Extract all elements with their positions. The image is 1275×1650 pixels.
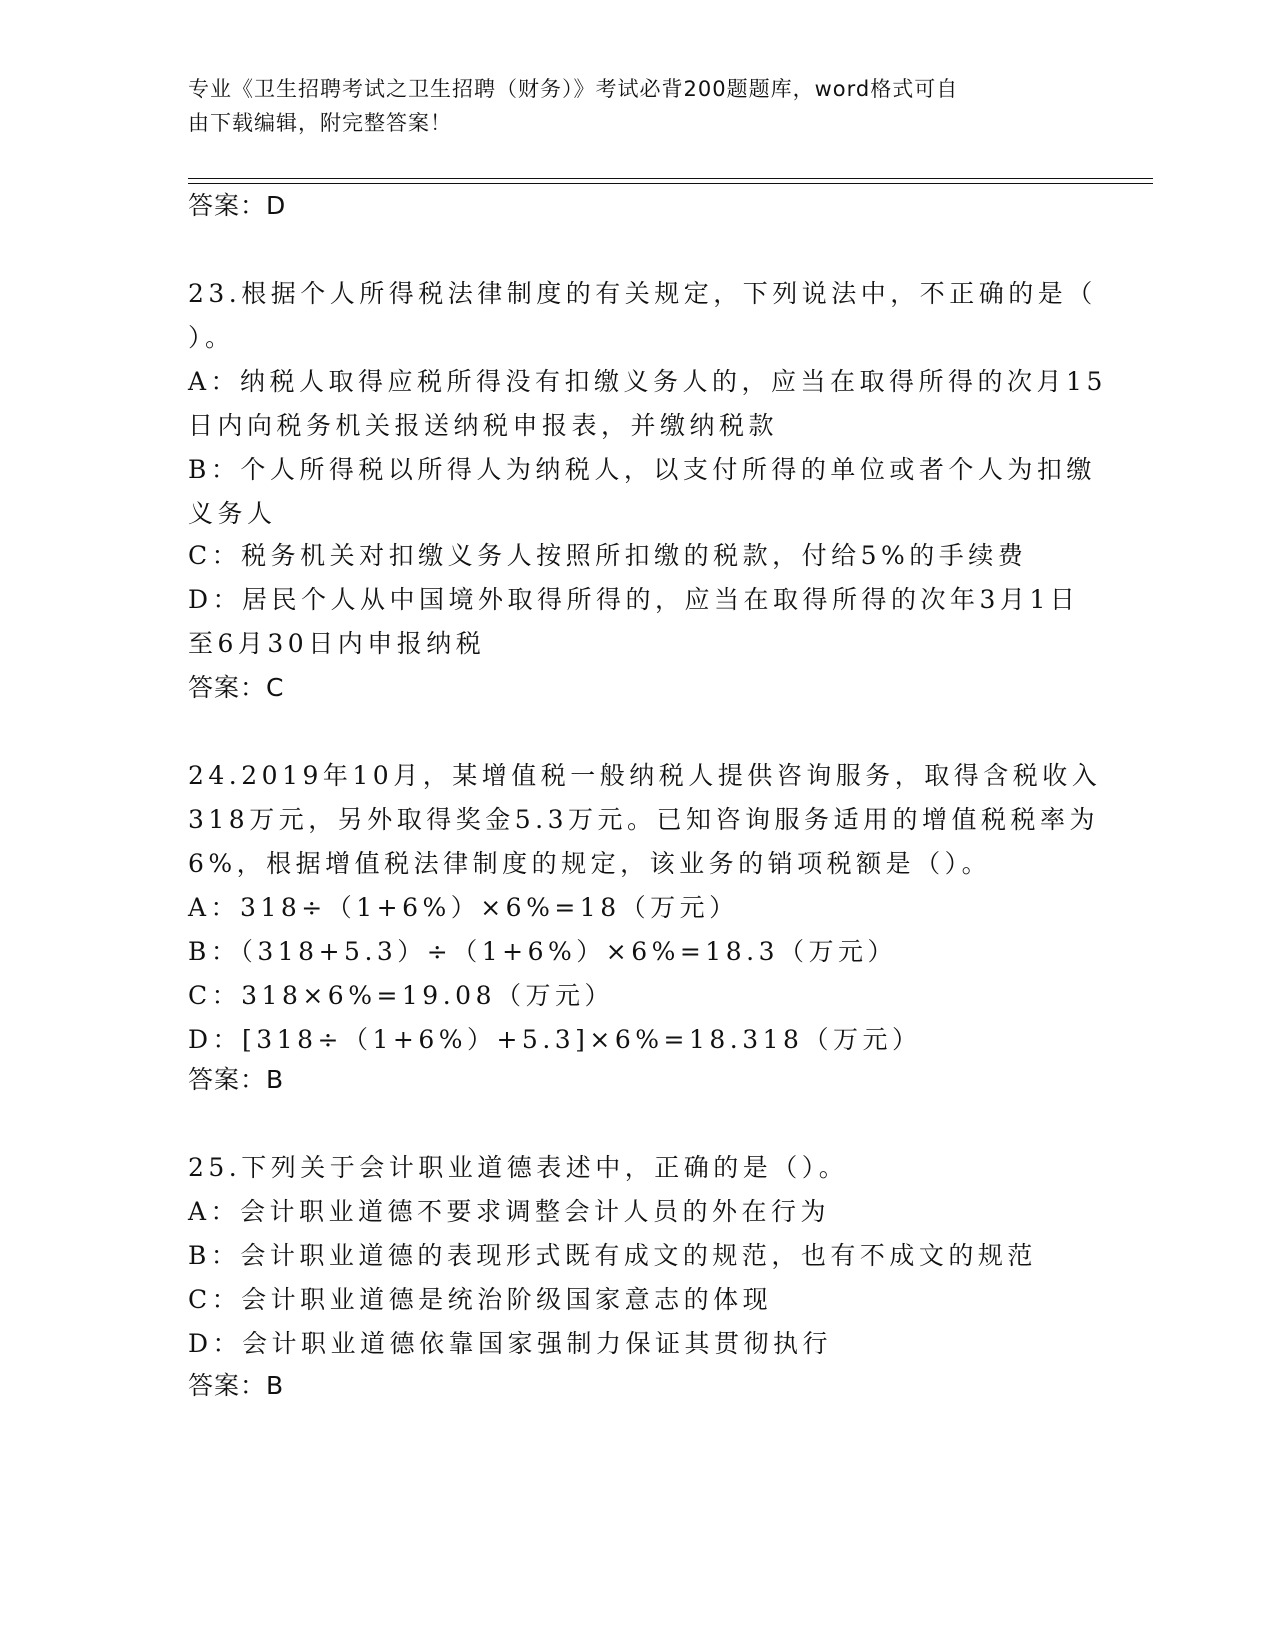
question-25-stem: 25.下列关于会计职业道德表述中，正确的是（）。 — [188, 1153, 849, 1182]
question-23-option-a: A：纳税人取得应税所得没有扣缴义务人的，应当在取得所得的次月15 — [188, 367, 1107, 396]
header-line-1: 专业《卫生招聘考试之卫生招聘（财务）》考试必背200题题库，word格式可自 — [188, 77, 959, 101]
question-23-option-b-cont: 义务人 — [188, 499, 277, 528]
question-25-option-a: A：会计职业道德不要求调整会计人员的外在行为 — [188, 1197, 831, 1226]
header-divider-top — [188, 178, 1153, 179]
question-23-option-b: B：个人所得税以所得人为纳税人，以支付所得的单位或者个人为扣缴 — [188, 455, 1096, 484]
question-25-option-d: D：会计职业道德依靠国家强制力保证其贯彻执行 — [188, 1329, 833, 1358]
question-23-option-c: C：税务机关对扣缴义务人按照所扣缴的税款，付给5%的手续费 — [188, 541, 1028, 570]
header-line-2: 由下载编辑，附完整答案！ — [188, 111, 452, 135]
question-24-stem-cont-1: 318万元，另外取得奖金5.3万元。已知咨询服务适用的增值税税率为 — [188, 805, 1099, 834]
header-divider-bottom — [188, 183, 1153, 184]
question-24-option-a: A：318÷（1+6%）×6%=18（万元） — [188, 893, 739, 922]
document-header — [188, 72, 1068, 140]
question-23-stem: 23.根据个人所得税法律制度的有关规定，下列说法中，不正确的是（ — [188, 279, 1097, 308]
question-23-option-a-cont: 日内向税务机关报送纳税申报表，并缴纳税款 — [188, 411, 779, 440]
previous-answer: 答案：D — [188, 191, 287, 220]
question-25-option-c: C：会计职业道德是统治阶级国家意志的体现 — [188, 1285, 773, 1314]
question-23-answer: 答案：C — [188, 673, 285, 702]
question-24-option-d: D：[318÷（1+6%）+5.3]×6%=18.318（万元） — [188, 1025, 922, 1054]
question-23-stem-cont: ）。 — [188, 323, 235, 352]
question-23-option-d-cont: 至6月30日内申报纳税 — [188, 629, 486, 658]
question-24-answer: 答案：B — [188, 1065, 285, 1094]
question-24-stem-cont-2: 6%，根据增值税法律制度的规定，该业务的销项税额是（）。 — [188, 849, 992, 878]
question-24-stem: 24.2019年10月，某增值税一般纳税人提供咨询服务，取得含税收入 — [188, 761, 1102, 790]
question-24-option-b: B：（318+5.3）÷（1+6%）×6%=18.3（万元） — [188, 937, 897, 966]
question-24-option-c: C：318×6%=19.08（万元） — [188, 981, 614, 1010]
question-23-option-d: D：居民个人从中国境外取得所得的，应当在取得所得的次年3月1日 — [188, 585, 1080, 614]
question-25-answer: 答案：B — [188, 1371, 285, 1400]
question-25-option-b: B：会计职业道德的表现形式既有成文的规范，也有不成文的规范 — [188, 1241, 1037, 1270]
